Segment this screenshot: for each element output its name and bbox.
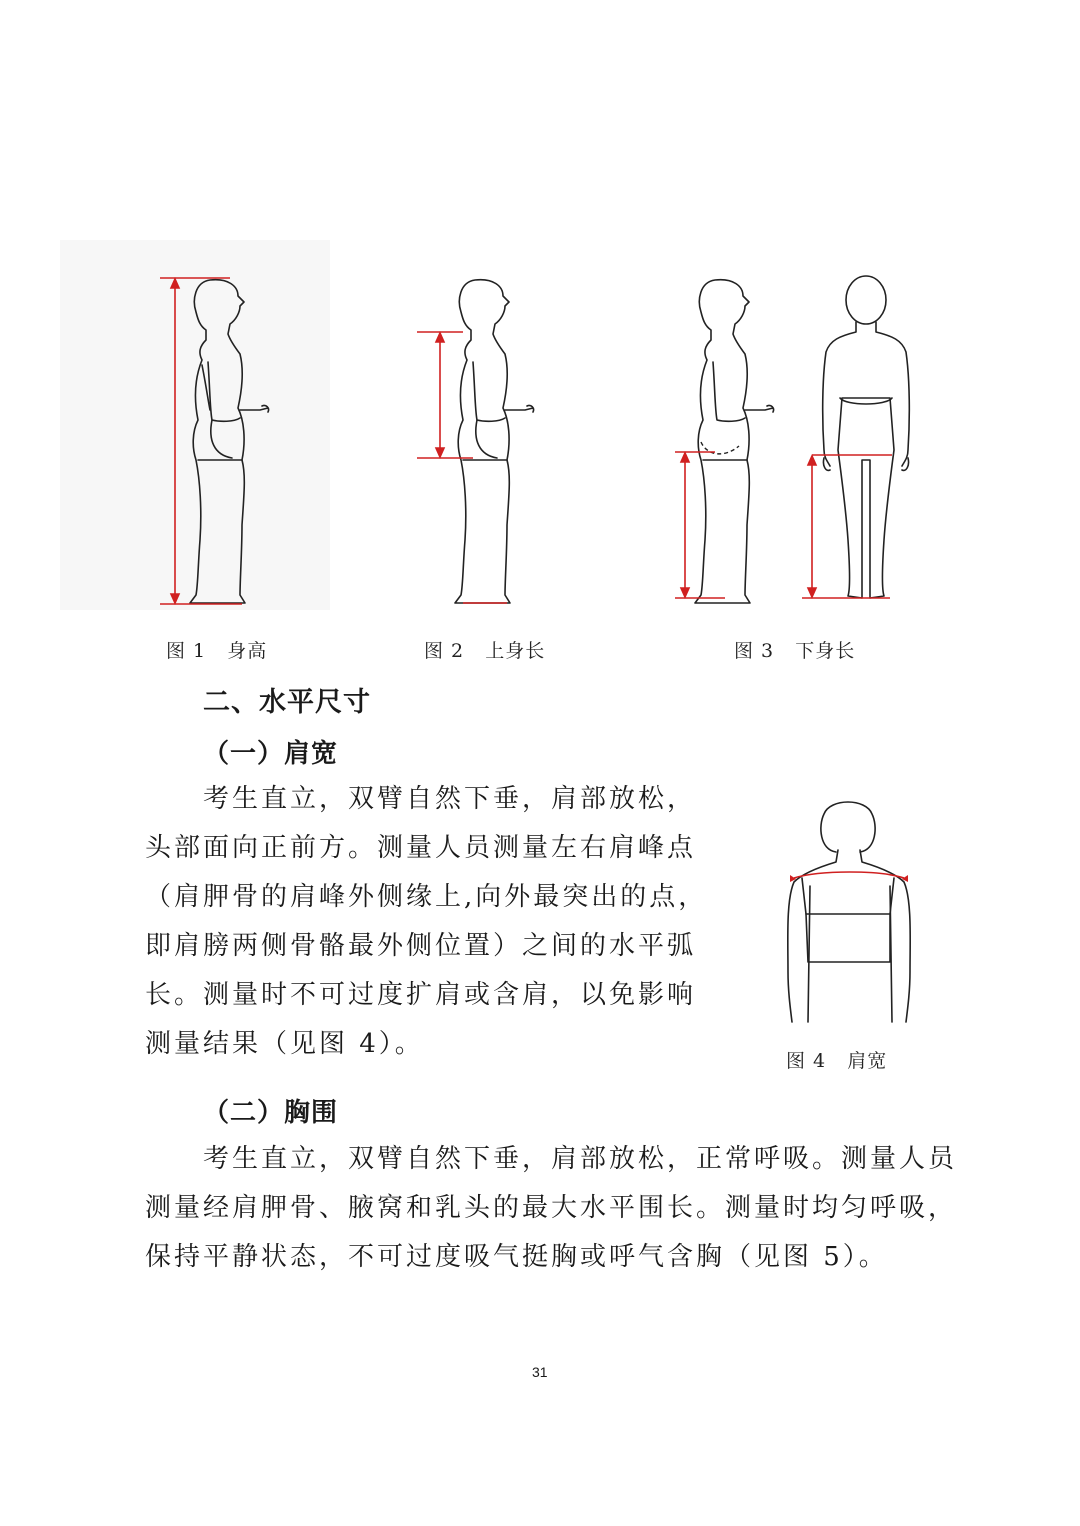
subsection-1-heading: （一）肩宽: [203, 739, 339, 769]
figure-4-caption: 图 4 肩宽: [786, 1050, 888, 1072]
paragraph-line: 长。测量时不可过度扩肩或含肩，以免影响: [145, 980, 697, 1010]
figure-3-side-lower-measure: [655, 270, 755, 615]
figure-3-back-lower-measure: [800, 270, 930, 615]
paragraph-line: 保持平静状态，不可过度吸气挺胸或呼气含胸（见图 5）。: [145, 1242, 888, 1272]
figure-4-back-torso: [780, 790, 920, 1030]
paragraph-line: 考生直立，双臂自然下垂，肩部放松，: [203, 784, 697, 814]
paragraph-line: 即肩膀两侧骨骼最外侧位置）之间的水平弧: [145, 931, 697, 961]
figure-2-caption: 图 2 上身长: [424, 640, 546, 662]
figure-1-height-measure: [150, 270, 250, 615]
paragraph-line: 测量经肩胛骨、腋窝和乳头的最大水平围长。测量时均匀呼吸，: [145, 1193, 958, 1223]
subsection-2-heading: （二）胸围: [203, 1098, 339, 1128]
paragraph-line: 头部面向正前方。测量人员测量左右肩峰点: [145, 833, 697, 863]
figure-1-caption: 图 1 身高: [166, 640, 268, 662]
figure-3-caption: 图 3 下身长: [734, 640, 856, 662]
section-heading: 二、水平尺寸: [203, 687, 371, 718]
page-number: 31: [532, 1364, 548, 1380]
paragraph-line: 考生直立，双臂自然下垂，肩部放松，正常呼吸。测量人员: [203, 1144, 958, 1174]
paragraph-line: （肩胛骨的肩峰外侧缘上,向外最突出的点，: [145, 882, 708, 912]
subsection-2-paragraph: [145, 1135, 958, 1282]
subsection-1-paragraph: [145, 775, 725, 1069]
figure-2-upper-body-measure: [415, 270, 515, 615]
paragraph-line: 测量结果（见图 4）。: [145, 1029, 424, 1059]
